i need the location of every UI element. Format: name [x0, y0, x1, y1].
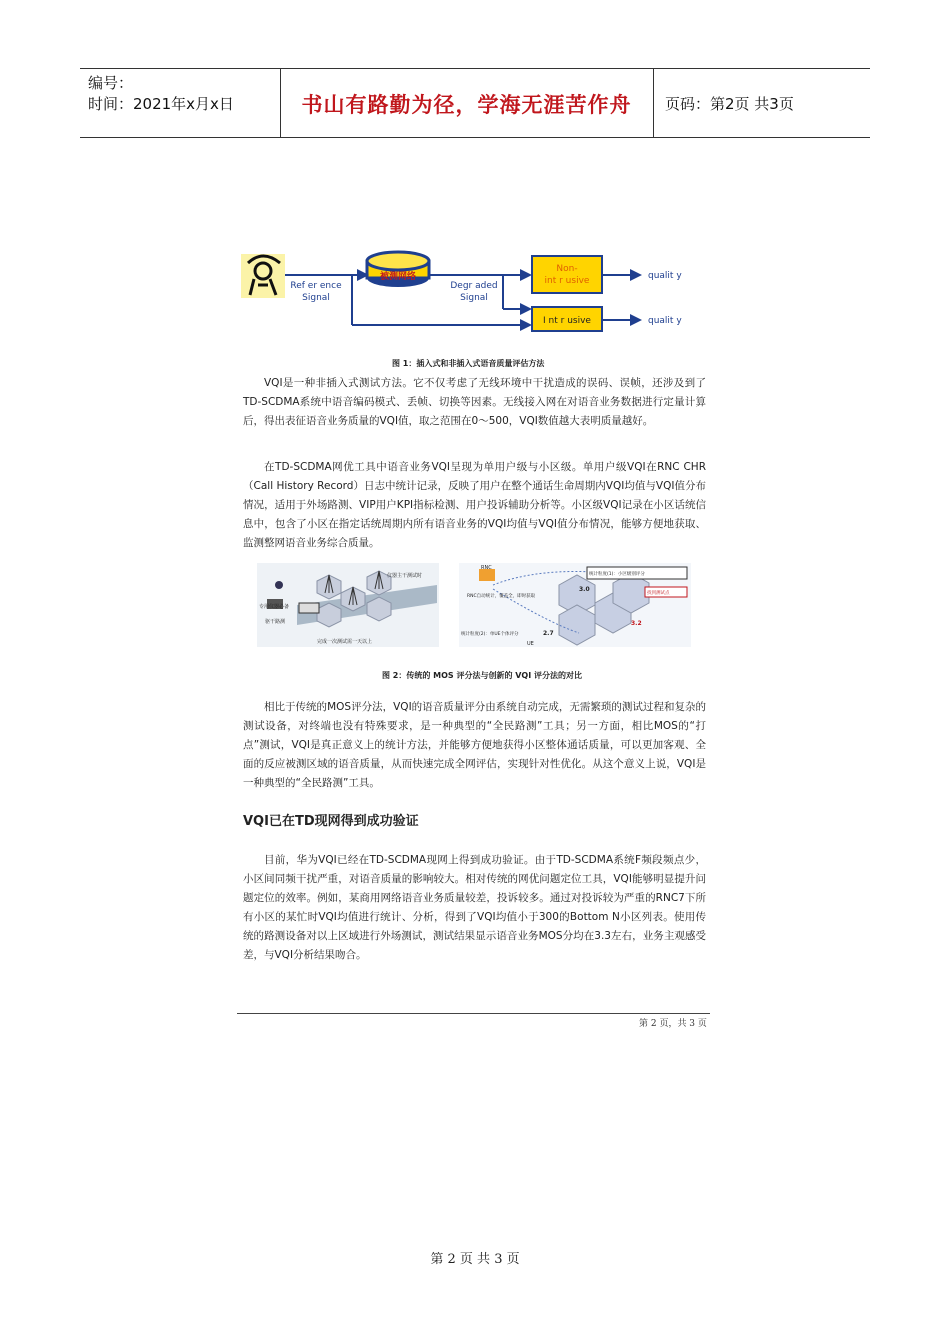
- figure-2-traditional-mos: [257, 563, 439, 647]
- figure-2-innovative-vqi: [459, 563, 691, 647]
- telephone-icon: [241, 254, 285, 298]
- network-under-test: [367, 252, 429, 287]
- cell-level-label: 统计粒度(1)：小区级别评分: [589, 572, 645, 577]
- paragraph-vqi-levels: 在TD-SCDMA网优工具中语音业务VQI呈现为单用户级与小区级。单用户级VQI在RNC CHR（Call History Record）日志中统计记录，反映了用户在整个通话生命周期内VQI均值与VQI值分布情况，适用于外场路测、VIP用户KPI指标检测、用户投诉辅助分析等。小区级VQI记录在小区话统信息中，包含了小区在指定话统周期内所有语音业务的VQI均值与VQI值分布情况，能够方便地获取、监测整网语音业务综合质量。: [243, 461, 706, 549]
- non-intrusive-box: [532, 256, 602, 293]
- non-intrusive-label: int r usive: [544, 276, 590, 286]
- network-label: 被测网络: [379, 272, 417, 282]
- paragraph-vqi-verification: 目前，华为VQI已经在TD-SCDMA现网上得到成功验证。由于TD-SCDMA系统F频段频点少，小区间同频干扰严重，对语音质量的影响较大。相对传统的网优问题定位工具，VQI能够明显提升问题定位的效率。例如，某商用网络语音业务质量较差，投诉较多。通过对投诉较为严重的RNC7下所有小区的某忙时VQI均值进行统计、分析，得到了VQI均值小于300的Bottom N小区列表。使用传统的路测设备对以上区域进行外场测试，测试结果显示语音业务MOS分均在3.3左右，业务主观感受差，与VQI分析结果吻合。: [243, 854, 706, 961]
- reference-signal-label: Signal: [302, 293, 330, 303]
- degraded-signal-label: Degr aded: [450, 281, 498, 291]
- backbone-label: 仪器主干测试时: [387, 573, 423, 579]
- header-divider: [653, 69, 654, 137]
- paragraph-vqi-intro: VQI是一种非插入式测试方法。它不仅考虑了无线环境中干扰造成的误码、误帧，还涉及到了TD-SCDMA系统中语音编码模式、丢帧、切换等因素。无线接入网在对语音业务数据进行定量计算后，得出表征语音业务质量的VQI值，取之范围在0～500，VQI数值越大表明质量越好。: [243, 377, 706, 427]
- drive-test-label: 驱干路测: [265, 619, 286, 625]
- figure-1-diagram: [240, 245, 700, 345]
- instrument-label: 专用仪器必备: [259, 604, 290, 610]
- rnc-label: RNC: [481, 565, 492, 571]
- footer-divider: [237, 1013, 710, 1014]
- header-date: 时间：2021年x月x日: [88, 95, 234, 113]
- header-motto: 书山有路勤为径，学海无涯苦作舟: [301, 92, 632, 117]
- score-label: 3.0: [579, 586, 590, 593]
- figure-1-caption: 图 1：插入式和非插入式语音质量评估方法: [392, 359, 545, 368]
- score-label: 3.2: [631, 620, 642, 627]
- quality-label: qualit y: [648, 271, 682, 281]
- ue-label: UE: [527, 641, 534, 647]
- auto-stats-label: RNC自动统计，覆盖全，即时获取: [467, 594, 536, 599]
- degraded-signal-label: Signal: [460, 293, 488, 303]
- header-page-number: 页码：第2页 共3页: [665, 95, 794, 113]
- page-number-bottom: 第 2 页 共 3 页: [430, 1252, 520, 1267]
- score-label: 2.7: [543, 630, 554, 637]
- paragraph-vqi-vs-mos: 相比于传统的MOS评分法，VQI的语音质量评分由系统自动完成，无需繁琐的测试过程和复杂的测试设备，对终端也没有特殊要求，是一种典型的“全民路测”工具；另一方面，相比MOS的“打点”测试，VQI是真正意义上的统计方法，并能够方便地获得小区整体通话质量，可以更加客观、全面的反应被测区域的语音质量，从而快速完成全网评估，实现针对性优化。从这个意义上说，VQI是一种典型的“全民路测”工具。: [243, 701, 706, 789]
- test-vehicle-icon: [299, 603, 319, 613]
- footer-page-small: 第 2 页，共 3 页: [639, 1019, 707, 1029]
- figure-2-caption: 图 2：传统的 MOS 评分法与创新的 VQI 评分法的对比: [382, 671, 582, 680]
- header-number: 编号：: [88, 74, 134, 92]
- duration-label: 完成一次测试需一天以上: [317, 639, 373, 645]
- user-level-label: 统计粒度(2)：单UE个体评分: [461, 632, 519, 637]
- non-intrusive-label: Non-: [556, 264, 578, 274]
- header-meta: [88, 73, 234, 115]
- document-header: [80, 68, 870, 138]
- intrusive-label: I nt r usive: [543, 316, 591, 326]
- problem-point-label: 找到测试点: [647, 591, 670, 596]
- quality-label: qualit y: [648, 316, 682, 326]
- section-heading: VQI已在TD现网得到成功验证: [243, 814, 419, 829]
- reference-signal-label: Ref er ence: [290, 281, 342, 291]
